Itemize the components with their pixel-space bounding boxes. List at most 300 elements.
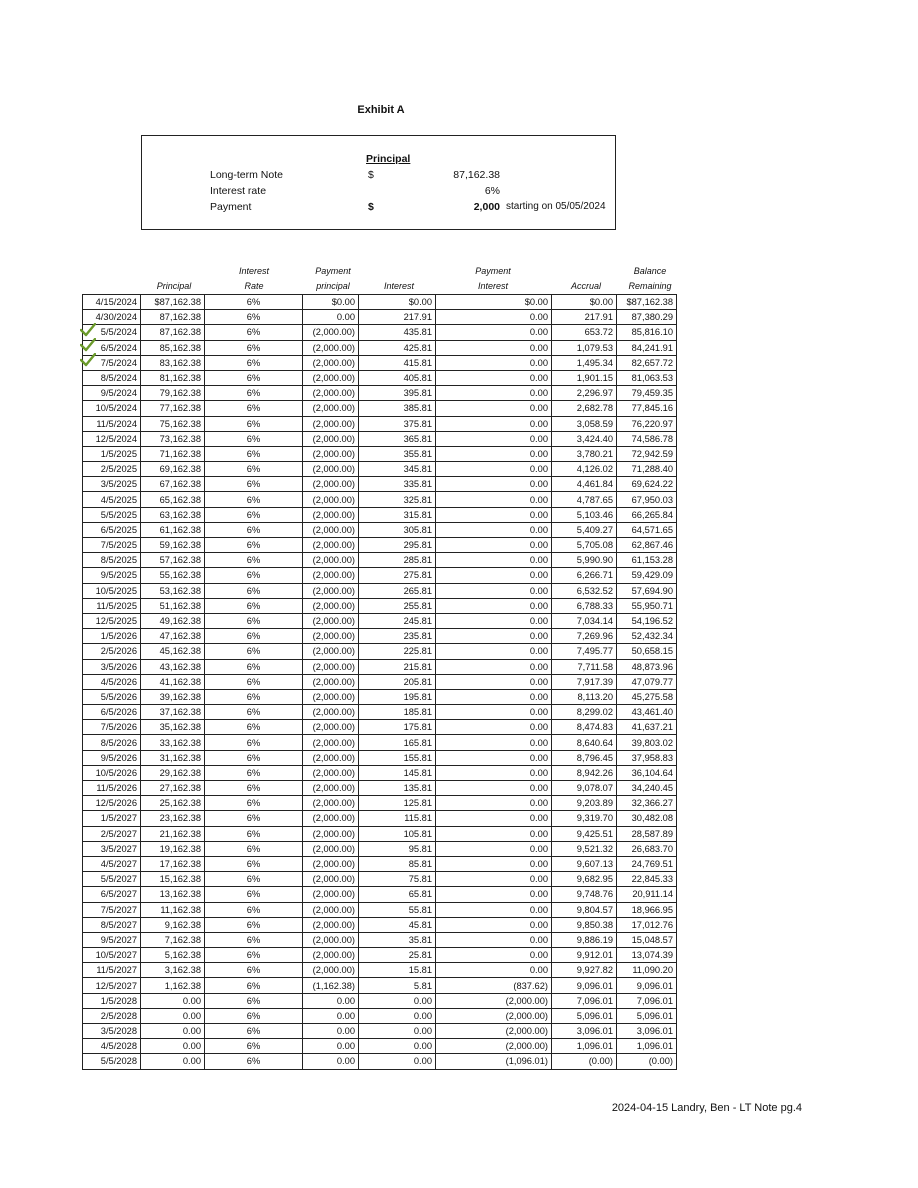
interest-cell: 325.81	[359, 492, 436, 507]
payment-principal-cell: (2,000.00)	[303, 948, 359, 963]
table-row	[83, 431, 677, 446]
summary-note-row	[210, 169, 610, 183]
rate-cell: 6%	[205, 568, 303, 583]
interest-cell: 315.81	[359, 507, 436, 522]
payment-principal-cell: (2,000.00)	[303, 659, 359, 674]
payment-principal-cell: (2,000.00)	[303, 689, 359, 704]
balance-cell: 48,873.96	[617, 659, 677, 674]
principal-cell: 51,162.38	[141, 598, 205, 613]
accrual-cell: 7,711.58	[552, 659, 617, 674]
accrual-cell: 5,409.27	[552, 522, 617, 537]
payment-principal-cell: (2,000.00)	[303, 538, 359, 553]
interest-cell: 165.81	[359, 735, 436, 750]
rate-cell: 6%	[205, 902, 303, 917]
table-row	[83, 826, 677, 841]
date-cell: 2/5/2027	[83, 826, 141, 841]
table-row	[83, 507, 677, 522]
principal-cell: 65,162.38	[141, 492, 205, 507]
table-row	[83, 310, 677, 325]
accrual-cell: 7,917.39	[552, 674, 617, 689]
payment-principal-cell: (2,000.00)	[303, 629, 359, 644]
principal-cell: $87,162.38	[141, 295, 205, 310]
rate-cell: 6%	[205, 1054, 303, 1069]
payment-interest-cell: (837.62)	[436, 978, 552, 993]
balance-cell: 37,958.83	[617, 750, 677, 765]
payment-principal-cell: (2,000.00)	[303, 553, 359, 568]
balance-cell: 9,096.01	[617, 978, 677, 993]
interest-cell: 0.00	[359, 1008, 436, 1023]
principal-cell: 27,162.38	[141, 781, 205, 796]
balance-cell: 54,196.52	[617, 613, 677, 628]
table-row	[83, 902, 677, 917]
date-cell: 5/5/2024	[83, 325, 141, 340]
interest-cell: 355.81	[359, 446, 436, 461]
interest-cell: 365.81	[359, 431, 436, 446]
balance-cell: 81,063.53	[617, 370, 677, 385]
principal-cell: 81,162.38	[141, 370, 205, 385]
table-row	[83, 674, 677, 689]
accrual-cell: 8,640.64	[552, 735, 617, 750]
balance-cell: 11,090.20	[617, 963, 677, 978]
rate-cell: 6%	[205, 674, 303, 689]
table-row	[83, 781, 677, 796]
payment-interest-cell: 0.00	[436, 841, 552, 856]
payment-principal-cell: (2,000.00)	[303, 902, 359, 917]
document-title: Exhibit A	[357, 104, 405, 116]
date-cell: 7/5/2026	[83, 720, 141, 735]
interest-cell: 25.81	[359, 948, 436, 963]
payment-interest-cell: 0.00	[436, 765, 552, 780]
payment-interest-cell: 0.00	[436, 386, 552, 401]
table-row	[83, 887, 677, 902]
accrual-cell: 7,269.96	[552, 629, 617, 644]
balance-cell: 61,153.28	[617, 553, 677, 568]
table-row	[83, 1024, 677, 1039]
header-bal-line1: Balance	[633, 266, 667, 276]
accrual-cell: $0.00	[552, 295, 617, 310]
payment-interest-cell: 0.00	[436, 948, 552, 963]
principal-cell: 25,162.38	[141, 796, 205, 811]
interest-cell: 0.00	[359, 993, 436, 1008]
date-cell: 1/5/2028	[83, 993, 141, 1008]
date-cell: 5/5/2026	[83, 689, 141, 704]
payment-principal-cell: (2,000.00)	[303, 401, 359, 416]
payment-principal-cell: (2,000.00)	[303, 325, 359, 340]
accrual-cell: 9,804.57	[552, 902, 617, 917]
payment-interest-cell: (2,000.00)	[436, 1039, 552, 1054]
interest-cell: 225.81	[359, 644, 436, 659]
accrual-cell: 7,034.14	[552, 613, 617, 628]
rate-cell: 6%	[205, 826, 303, 841]
principal-cell: 23,162.38	[141, 811, 205, 826]
page-footer: 2024-04-15 Landry, Ben - LT Note pg.4	[611, 1102, 802, 1114]
payment-principal-cell: (2,000.00)	[303, 750, 359, 765]
interest-cell: 345.81	[359, 462, 436, 477]
balance-cell: 1,096.01	[617, 1039, 677, 1054]
payment-interest-cell: 0.00	[436, 462, 552, 477]
accrual-cell: 9,886.19	[552, 932, 617, 947]
accrual-cell: 4,126.02	[552, 462, 617, 477]
accrual-cell: 653.72	[552, 325, 617, 340]
rate-label: Interest rate	[210, 185, 267, 197]
payment-principal-cell: (2,000.00)	[303, 841, 359, 856]
date-cell: 11/5/2025	[83, 598, 141, 613]
interest-cell: 55.81	[359, 902, 436, 917]
rate-cell: 6%	[205, 796, 303, 811]
date-cell: 5/5/2025	[83, 507, 141, 522]
principal-cell: 13,162.38	[141, 887, 205, 902]
rate-cell: 6%	[205, 781, 303, 796]
accrual-cell: 9,521.32	[552, 841, 617, 856]
payment-principal-cell: 0.00	[303, 1039, 359, 1054]
payment-principal-cell: (2,000.00)	[303, 705, 359, 720]
balance-cell: 76,220.97	[617, 416, 677, 431]
payment-interest-cell: 0.00	[436, 902, 552, 917]
table-row	[83, 644, 677, 659]
balance-cell: 59,429.09	[617, 568, 677, 583]
table-row	[83, 583, 677, 598]
accrual-cell: 3,096.01	[552, 1024, 617, 1039]
principal-cell: 0.00	[141, 1008, 205, 1023]
check-mark-icon	[80, 353, 96, 367]
payment-principal-cell: (2,000.00)	[303, 781, 359, 796]
principal-cell: 21,162.38	[141, 826, 205, 841]
payment-interest-cell: 0.00	[436, 507, 552, 522]
balance-cell: 20,911.14	[617, 887, 677, 902]
table-row	[83, 1054, 677, 1069]
payment-principal-cell: (2,000.00)	[303, 856, 359, 871]
table-row	[83, 720, 677, 735]
date-cell: 6/5/2026	[83, 705, 141, 720]
payment-interest-cell: 0.00	[436, 735, 552, 750]
payment-interest-cell: 0.00	[436, 446, 552, 461]
date-cell: 9/5/2026	[83, 750, 141, 765]
principal-cell: 67,162.38	[141, 477, 205, 492]
principal-cell: 35,162.38	[141, 720, 205, 735]
rate-cell: 6%	[205, 872, 303, 887]
rate-cell: 6%	[205, 735, 303, 750]
date-cell: 5/5/2028	[83, 1054, 141, 1069]
balance-cell: 77,845.16	[617, 401, 677, 416]
interest-cell: 0.00	[359, 1054, 436, 1069]
accrual-cell: 9,682.95	[552, 872, 617, 887]
loan-summary-box	[141, 135, 616, 230]
interest-cell: 45.81	[359, 917, 436, 932]
rate-cell: 6%	[205, 750, 303, 765]
table-row	[83, 1008, 677, 1023]
rate-cell: 6%	[205, 462, 303, 477]
table-row	[83, 462, 677, 477]
header-pint-line2: Interest	[477, 281, 508, 291]
header-pay-line1: Payment	[315, 266, 351, 276]
payment-interest-cell: 0.00	[436, 856, 552, 871]
rate-cell: 6%	[205, 932, 303, 947]
interest-cell: 235.81	[359, 629, 436, 644]
payment-principal-cell: (2,000.00)	[303, 644, 359, 659]
payment-interest-cell: 0.00	[436, 629, 552, 644]
rate-cell: 6%	[205, 355, 303, 370]
rate-cell: 6%	[205, 629, 303, 644]
date-cell: 3/5/2027	[83, 841, 141, 856]
payment-interest-cell: 0.00	[436, 401, 552, 416]
note-currency: $	[368, 169, 374, 181]
payment-principal-cell: (2,000.00)	[303, 386, 359, 401]
interest-cell: 75.81	[359, 872, 436, 887]
payment-interest-cell: 0.00	[436, 613, 552, 628]
date-cell: 3/5/2026	[83, 659, 141, 674]
balance-cell: 18,966.95	[617, 902, 677, 917]
principal-cell: 15,162.38	[141, 872, 205, 887]
table-row	[83, 963, 677, 978]
accrual-cell: 7,495.77	[552, 644, 617, 659]
accrual-cell: 5,103.46	[552, 507, 617, 522]
balance-cell: 50,658.15	[617, 644, 677, 659]
rate-cell: 6%	[205, 917, 303, 932]
rate-cell: 6%	[205, 1024, 303, 1039]
date-cell: 6/5/2027	[83, 887, 141, 902]
balance-cell: 41,637.21	[617, 720, 677, 735]
payment-interest-cell: 0.00	[436, 355, 552, 370]
balance-cell: 34,240.45	[617, 781, 677, 796]
principal-cell: 19,162.38	[141, 841, 205, 856]
rate-cell: 6%	[205, 705, 303, 720]
interest-cell: 85.81	[359, 856, 436, 871]
interest-cell: 185.81	[359, 705, 436, 720]
principal-cell: 41,162.38	[141, 674, 205, 689]
header-payment-interest	[440, 264, 546, 294]
date-cell: 9/5/2027	[83, 932, 141, 947]
date-cell: 11/5/2027	[83, 963, 141, 978]
payment-principal-cell: (2,000.00)	[303, 598, 359, 613]
payment-interest-cell: 0.00	[436, 796, 552, 811]
interest-cell: 125.81	[359, 796, 436, 811]
rate-cell: 6%	[205, 340, 303, 355]
date-cell: 1/5/2026	[83, 629, 141, 644]
accrual-cell: 4,461.84	[552, 477, 617, 492]
payment-principal-cell: (2,000.00)	[303, 765, 359, 780]
summary-payment-row	[210, 201, 610, 215]
payment-interest-cell: 0.00	[436, 522, 552, 537]
rate-cell: 6%	[205, 948, 303, 963]
interest-cell: 35.81	[359, 932, 436, 947]
payment-principal-cell: (2,000.00)	[303, 811, 359, 826]
balance-cell: 85,816.10	[617, 325, 677, 340]
payment-principal-cell: (2,000.00)	[303, 477, 359, 492]
accrual-cell: 9,319.70	[552, 811, 617, 826]
table-row	[83, 917, 677, 932]
rate-cell: 6%	[205, 386, 303, 401]
summary-heading: Principal	[366, 153, 411, 165]
amortization-table	[82, 294, 677, 1070]
payment-interest-cell: $0.00	[436, 295, 552, 310]
principal-cell: 33,162.38	[141, 735, 205, 750]
payment-principal-cell: (2,000.00)	[303, 446, 359, 461]
balance-cell: 45,275.58	[617, 689, 677, 704]
balance-cell: 43,461.40	[617, 705, 677, 720]
principal-cell: 39,162.38	[141, 689, 205, 704]
interest-cell: 285.81	[359, 553, 436, 568]
principal-cell: 69,162.38	[141, 462, 205, 477]
balance-cell: 7,096.01	[617, 993, 677, 1008]
accrual-cell: 3,058.59	[552, 416, 617, 431]
accrual-cell: 9,078.07	[552, 781, 617, 796]
table-row	[83, 446, 677, 461]
interest-cell: 425.81	[359, 340, 436, 355]
date-cell: 7/5/2027	[83, 902, 141, 917]
date-cell: 8/5/2025	[83, 553, 141, 568]
rate-cell: 6%	[205, 811, 303, 826]
principal-cell: 71,162.38	[141, 446, 205, 461]
payment-interest-cell: 0.00	[436, 963, 552, 978]
payment-principal-cell: (2,000.00)	[303, 507, 359, 522]
balance-cell: 71,288.40	[617, 462, 677, 477]
accrual-cell: 8,299.02	[552, 705, 617, 720]
rate-cell: 6%	[205, 538, 303, 553]
payment-interest-cell: 0.00	[436, 553, 552, 568]
payment-interest-cell: 0.00	[436, 689, 552, 704]
accrual-cell: 9,607.13	[552, 856, 617, 871]
interest-cell: 105.81	[359, 826, 436, 841]
date-cell: 7/5/2025	[83, 538, 141, 553]
date-cell: 4/15/2024	[83, 295, 141, 310]
rate-value: 6%	[484, 185, 500, 197]
interest-cell: 175.81	[359, 720, 436, 735]
balance-cell: 79,459.35	[617, 386, 677, 401]
date-cell: 12/5/2024	[83, 431, 141, 446]
accrual-cell: 6,788.33	[552, 598, 617, 613]
interest-cell: 0.00	[359, 1024, 436, 1039]
payment-principal-cell: (2,000.00)	[303, 735, 359, 750]
payment-principal-cell: $0.00	[303, 295, 359, 310]
principal-cell: 11,162.38	[141, 902, 205, 917]
date-cell: 4/5/2027	[83, 856, 141, 871]
table-row	[83, 386, 677, 401]
principal-cell: 85,162.38	[141, 340, 205, 355]
header-pay-line2: principal	[316, 281, 350, 291]
payment-interest-cell: 0.00	[436, 492, 552, 507]
payment-interest-cell: 0.00	[436, 416, 552, 431]
table-row	[83, 355, 677, 370]
table-row	[83, 416, 677, 431]
table-row	[83, 948, 677, 963]
rate-cell: 6%	[205, 963, 303, 978]
payment-principal-cell: 0.00	[303, 1054, 359, 1069]
date-cell: 11/5/2024	[83, 416, 141, 431]
rate-cell: 6%	[205, 887, 303, 902]
interest-cell: 115.81	[359, 811, 436, 826]
rate-cell: 6%	[205, 295, 303, 310]
balance-cell: 5,096.01	[617, 1008, 677, 1023]
principal-cell: 49,162.38	[141, 613, 205, 628]
table-row	[83, 765, 677, 780]
balance-cell: (0.00)	[617, 1054, 677, 1069]
rate-cell: 6%	[205, 401, 303, 416]
interest-cell: 395.81	[359, 386, 436, 401]
rate-cell: 6%	[205, 1008, 303, 1023]
principal-cell: 0.00	[141, 1024, 205, 1039]
payment-interest-cell: 0.00	[436, 598, 552, 613]
accrual-cell: 2,682.78	[552, 401, 617, 416]
balance-cell: 52,432.34	[617, 629, 677, 644]
date-cell: 4/5/2026	[83, 674, 141, 689]
header-bal-line2: Remaining	[628, 281, 672, 291]
table-row	[83, 370, 677, 385]
payment-interest-cell: 0.00	[436, 659, 552, 674]
balance-cell: 69,624.22	[617, 477, 677, 492]
payment-principal-cell: (2,000.00)	[303, 826, 359, 841]
payment-currency: $	[368, 201, 374, 213]
payment-principal-cell: (2,000.00)	[303, 917, 359, 932]
interest-cell: 145.81	[359, 765, 436, 780]
principal-cell: 29,162.38	[141, 765, 205, 780]
payment-interest-cell: 0.00	[436, 781, 552, 796]
table-row	[83, 841, 677, 856]
accrual-cell: 9,203.89	[552, 796, 617, 811]
payment-interest-cell: 0.00	[436, 568, 552, 583]
accrual-cell: 7,096.01	[552, 993, 617, 1008]
payment-principal-cell: (2,000.00)	[303, 492, 359, 507]
payment-principal-cell: (2,000.00)	[303, 370, 359, 385]
interest-cell: 405.81	[359, 370, 436, 385]
date-cell: 6/5/2025	[83, 522, 141, 537]
summary-rate-row	[210, 185, 610, 199]
payment-principal-cell: (2,000.00)	[303, 720, 359, 735]
accrual-cell: 1,495.34	[552, 355, 617, 370]
accrual-cell: 8,113.20	[552, 689, 617, 704]
table-row	[83, 993, 677, 1008]
payment-interest-cell: (2,000.00)	[436, 993, 552, 1008]
table-row	[83, 553, 677, 568]
date-cell: 3/5/2025	[83, 477, 141, 492]
accrual-cell: 3,424.40	[552, 431, 617, 446]
header-payment-principal	[300, 264, 366, 294]
balance-cell: 47,079.77	[617, 674, 677, 689]
payment-principal-cell: 0.00	[303, 993, 359, 1008]
payment-interest-cell: 0.00	[436, 431, 552, 446]
rate-cell: 6%	[205, 446, 303, 461]
balance-cell: 36,104.64	[617, 765, 677, 780]
accrual-cell: 5,705.08	[552, 538, 617, 553]
accrual-cell: 1,096.01	[552, 1039, 617, 1054]
balance-cell: 26,683.70	[617, 841, 677, 856]
interest-cell: 195.81	[359, 689, 436, 704]
date-cell: 8/5/2027	[83, 917, 141, 932]
payment-principal-cell: (2,000.00)	[303, 796, 359, 811]
date-cell: 2/5/2028	[83, 1008, 141, 1023]
date-cell: 5/5/2027	[83, 872, 141, 887]
principal-cell: 43,162.38	[141, 659, 205, 674]
payment-principal-cell: (2,000.00)	[303, 522, 359, 537]
rate-cell: 6%	[205, 598, 303, 613]
payment-interest-cell: 0.00	[436, 325, 552, 340]
principal-cell: 5,162.38	[141, 948, 205, 963]
payment-interest-cell: 0.00	[436, 826, 552, 841]
date-cell: 4/30/2024	[83, 310, 141, 325]
payment-principal-cell: (2,000.00)	[303, 613, 359, 628]
table-row	[83, 659, 677, 674]
date-cell: 12/5/2026	[83, 796, 141, 811]
rate-cell: 6%	[205, 856, 303, 871]
payment-interest-cell: 0.00	[436, 477, 552, 492]
balance-cell: 32,366.27	[617, 796, 677, 811]
header-pint-line1: Payment	[475, 266, 511, 276]
rate-cell: 6%	[205, 644, 303, 659]
principal-cell: 7,162.38	[141, 932, 205, 947]
balance-cell: 39,803.02	[617, 735, 677, 750]
interest-cell: $0.00	[359, 295, 436, 310]
payment-interest-cell: (1,096.01)	[436, 1054, 552, 1069]
payment-principal-cell: (2,000.00)	[303, 416, 359, 431]
